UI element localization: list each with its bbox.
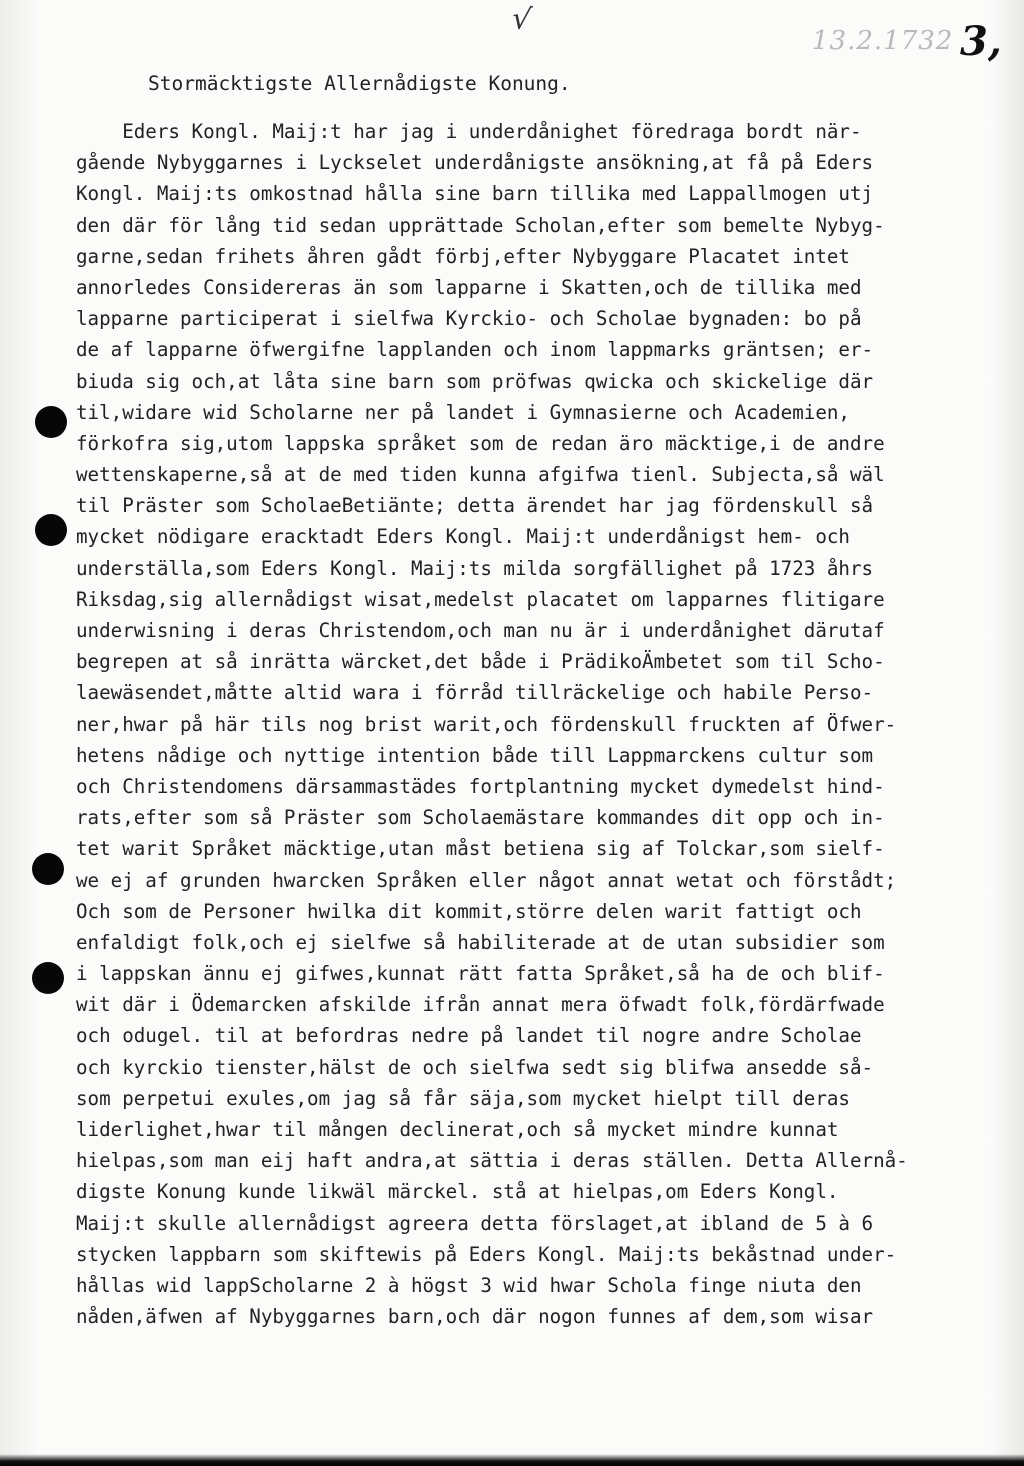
text-line: ner,hwar på här tils nog brist warit,och fördenskull fruckten af Öfwer- (76, 712, 897, 736)
punch-hole-2 (35, 514, 67, 546)
text-line: Kongl. Maij:ts omkostnad hålla sine barn tillika med Lappallmogen utj (76, 182, 874, 206)
text-line: och odugel. til at befordras nedre på landet til nogre andre Scholae (76, 1024, 862, 1048)
letter-body (76, 116, 976, 1332)
text-line: til,widare wid Scholarne ner på landet i Gymnasierne och Academien, (76, 400, 850, 424)
text-line: wettenskaperne,så at de med tiden kunna afgifwa tienl. Subjecta,så wäl (76, 463, 885, 487)
text-line: wit där i Ödemarcken afskilde ifrån annat mera öfwadt folk,fördärfwade (76, 993, 885, 1017)
text-line: laewäsendet,måtte altid wara i förråd tillräckelige och habile Perso- (76, 681, 874, 705)
text-line: rats,efter som så Präster som Scholaemästare kommandes dit opp och in- (76, 806, 885, 830)
punch-hole-4 (32, 962, 64, 994)
text-line: underwisning i deras Christendom,och man nu är i underdånighet därutaf (76, 619, 885, 642)
corner-check-mark: √ (509, 0, 534, 39)
text-line: och kyrckio tienster,hälst de och sielfwa sedt sig blifwa ansedde så- (76, 1055, 874, 1079)
text-line: tet warit Språket mäcktige,utan måst betiena sig af Tolckar,som sielf- (76, 837, 885, 861)
text-line: digste Konung kunde likwäl märckel. stå at hielpas,om Eders Kongl. (76, 1180, 839, 1204)
text-line: Maij:t skulle allernådigst agreera detta förslaget,at ibland de 5 à 6 (76, 1211, 874, 1235)
text-line: garne,sedan frihets åhren gådt förbj,efter Nybyggare Placatet intet (76, 244, 850, 268)
text-line: och Christendomens därsammastädes fortplantning mycket dymedelst hind- (76, 774, 885, 798)
text-line: we ej af grunden hwarcken Språken eller något annat wetat och förstådt; (76, 868, 897, 892)
text-line: förkofra sig,utom lappska språket som de redan äro mäcktige,i de andre (76, 431, 885, 455)
text-line: mycket nödigare eracktadt Eders Kongl. Maij:t underdånigst hem- och (76, 525, 850, 549)
salutation: Stormäcktigste Allernådigste Konung. (148, 72, 571, 95)
text-line: den där för lång tid sedan upprättade Scholan,efter som bemelte Nybyg- (76, 213, 885, 237)
text-line: Riksdag,sig allernådigst wisat,medelst placatet om lapparnes flitigare (76, 587, 885, 611)
text-line: stycken lappbarn som skiftewis på Eders Kongl. Maij:ts bekåstnad under- (76, 1242, 897, 1266)
text-line: som perpetui exules,om jag så får säja,som mycket hielpt till deras (76, 1086, 850, 1110)
text-line: annorledes Considereras än som lapparne i Skatten,och de tillika med (76, 275, 862, 299)
punch-hole-1 (35, 406, 67, 438)
scan-bottom-edge (0, 1454, 1024, 1466)
text-line: lapparne participerat i sielfwa Kyrckio- och Scholae bygnaden: bo på (76, 307, 862, 331)
text-line: hållas wid lappScholarne 2 à högst 3 wid hwar Schola finge niuta den (76, 1273, 862, 1297)
text-line: Eders Kongl. Maij:t har jag i underdånighet föredraga bordt när- (76, 120, 862, 143)
text-line: biuda sig och,at låta sine barn som pröfwas qwicka och skickelige där (76, 369, 874, 393)
text-line: de af lapparne öfwergifne lapplanden och inom lappmarks gräntsen; er- (76, 338, 874, 362)
text-line: nåden,äfwen af Nybyggarnes barn,och där nogon funnes af dem,som wisar (76, 1305, 874, 1329)
text-line: enfaldigt folk,och ej sielfwe så habiliterade at de utan subsidier som (76, 930, 885, 954)
text-line: i lappskan ännu ej gifwes,kunnat rätt fatta Språket,så ha de och blif- (76, 962, 885, 986)
text-line: til Präster som ScholaeBetiänte; detta ärendet har jag fördenskull så (76, 494, 874, 518)
text-line: hielpas,som man eij haft andra,at sättia i deras ställen. Detta Allernå- (76, 1149, 908, 1173)
text-line: underställa,som Eders Kongl. Maij:ts milda sorgfällighet på 1723 åhrs (76, 556, 874, 580)
text-line: Och som de Personer hwilka dit kommit,större delen warit fattigt och (76, 899, 862, 923)
text-line: begrepen at så inrätta wärcket,det både i PrädikoÄmbetet som til Scho- (76, 650, 885, 674)
text-line: hetens nådige och nyttige intention både till Lappmarckens cultur som (76, 743, 874, 767)
text-line: gående Nybyggarnes i Lyckselet underdånigste ansökning,at få på Eders (76, 151, 874, 175)
pencil-date-annotation: 13.2.1732 (812, 26, 954, 56)
folio-number: 3, (960, 18, 1002, 65)
text-line: liderlighet,hwar til mången declinerat,och så mycket mindre kunnat (76, 1118, 839, 1141)
punch-hole-3 (32, 853, 64, 885)
